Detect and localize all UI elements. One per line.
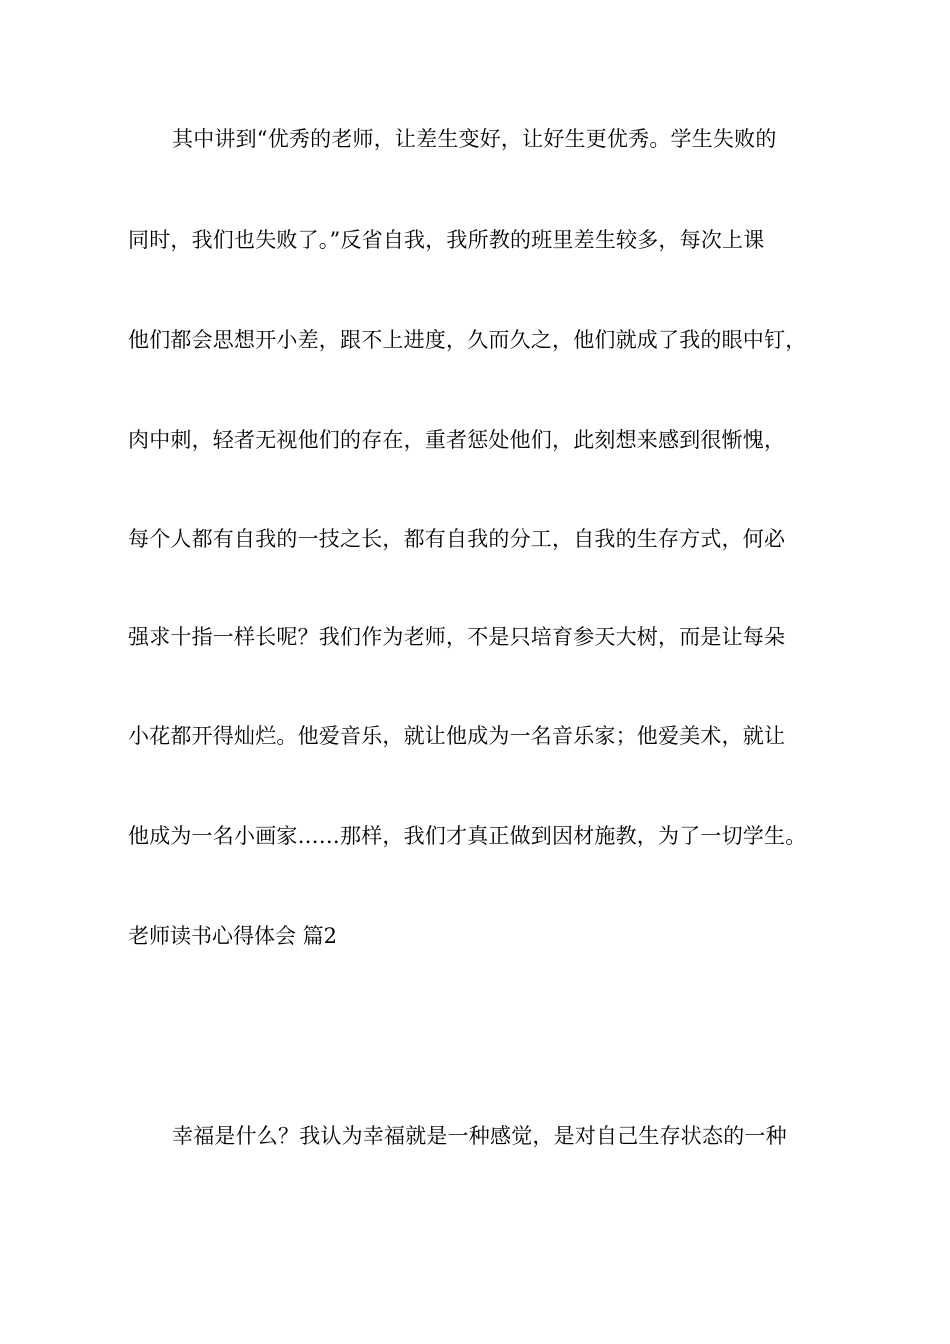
paragraph-1-line-6: 强求十指一样长呢？我们作为老师，不是只培育参天大树，而是让每朵 [128, 625, 786, 649]
paragraph-1-line-4: 肉中刺，轻者无视他们的存在，重者惩处他们，此刻想来感到很惭愧， [128, 428, 786, 452]
paragraph-2-line-1: 幸福是什么？我认为幸福就是一种感觉，是对自己生存状态的一种 [172, 1124, 787, 1148]
paragraph-1-line-5: 每个人都有自我的一技之长，都有自我的分工，自我的生存方式，何必 [128, 527, 786, 551]
section-heading: 老师读书心得体会 篇2 [128, 924, 338, 948]
paragraph-1-line-8: 他成为一名小画家……那样，我们才真正做到因材施教，为了一切学生。 [128, 824, 807, 848]
paragraph-1-line-3: 他们都会思想开小差，跟不上进度，久而久之，他们就成了我的眼中钉， [128, 328, 807, 352]
paragraph-1-line-2: 同时，我们也失败了。”反省自我，我所教的班里差生较多，每次上课 [128, 228, 765, 252]
paragraph-1-line-7: 小花都开得灿烂。他爱音乐，就让他成为一名音乐家；他爱美术，就让 [128, 724, 786, 748]
paragraph-1-line-1: 其中讲到“优秀的老师，让差生变好，让好生更优秀。学生失败的 [172, 127, 777, 151]
